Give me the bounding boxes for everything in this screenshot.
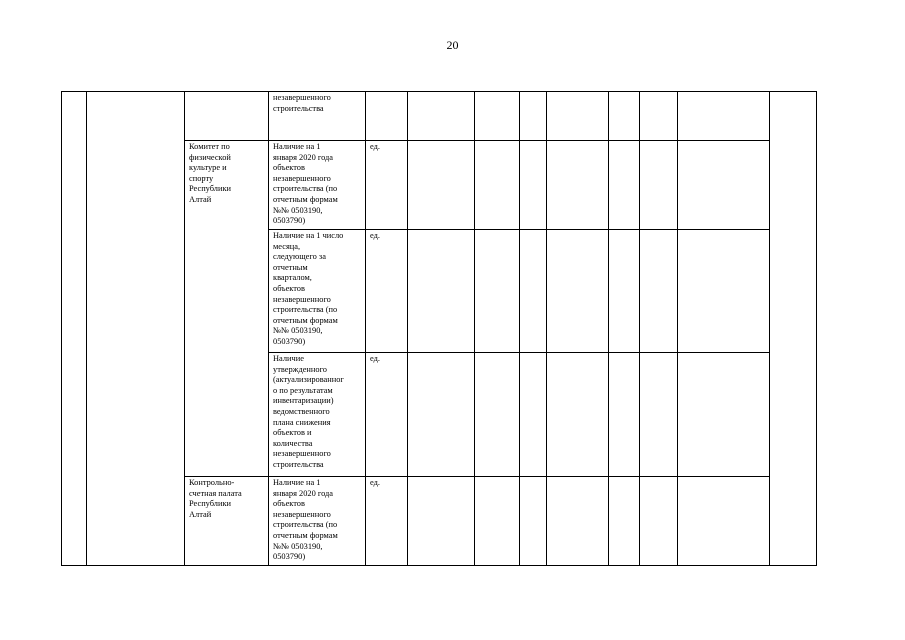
indicator-cell: Наличие на 1 января 2020 года объектов незавершенного строительства (по отчетным формам №№ 0503190, 0503790) [273,478,338,562]
column-line [769,91,770,566]
column-line [639,91,640,566]
unit-cell: ед. [370,354,380,363]
table-border-bottom [61,565,817,566]
indicator-cell: Наличие на 1 число месяца, следующего за отчетным кварталом, объектов незавершенного строительства (по отчетным формам №№ 0503190, 0503790) [273,231,344,346]
column-line [61,91,62,566]
column-line [474,91,475,566]
organization-cell: Комитет по физической культуре и спорту Республики Алтай [189,142,232,204]
column-line [86,91,87,566]
row-separator [184,476,770,477]
indicator-cell: Наличие утвержденного (актуализированног о по результатам инвентаризации) ведомственного плана снижения объектов и количества незавершенного строительства [273,354,344,469]
unit-cell: ед. [370,478,380,487]
row-separator [184,140,770,141]
table-border-top [61,91,817,92]
indicator-cell: Наличие на 1 января 2020 года объектов незавершенного строительства (по отчетным формам №№ 0503190, 0503790) [273,142,338,226]
column-line [816,91,817,566]
column-line [546,91,547,566]
column-line [268,91,269,566]
column-line [677,91,678,566]
column-line [608,91,609,566]
unit-cell: ед. [370,231,380,240]
column-line [184,91,185,566]
column-line [407,91,408,566]
indicator-cell: незавершенного строительства [273,93,331,113]
organization-cell: Контрольно- счетная палата Республики Алтай [189,478,242,519]
unit-cell: ед. [370,142,380,151]
page-number: 20 [446,38,459,52]
column-line [519,91,520,566]
column-line [365,91,366,566]
